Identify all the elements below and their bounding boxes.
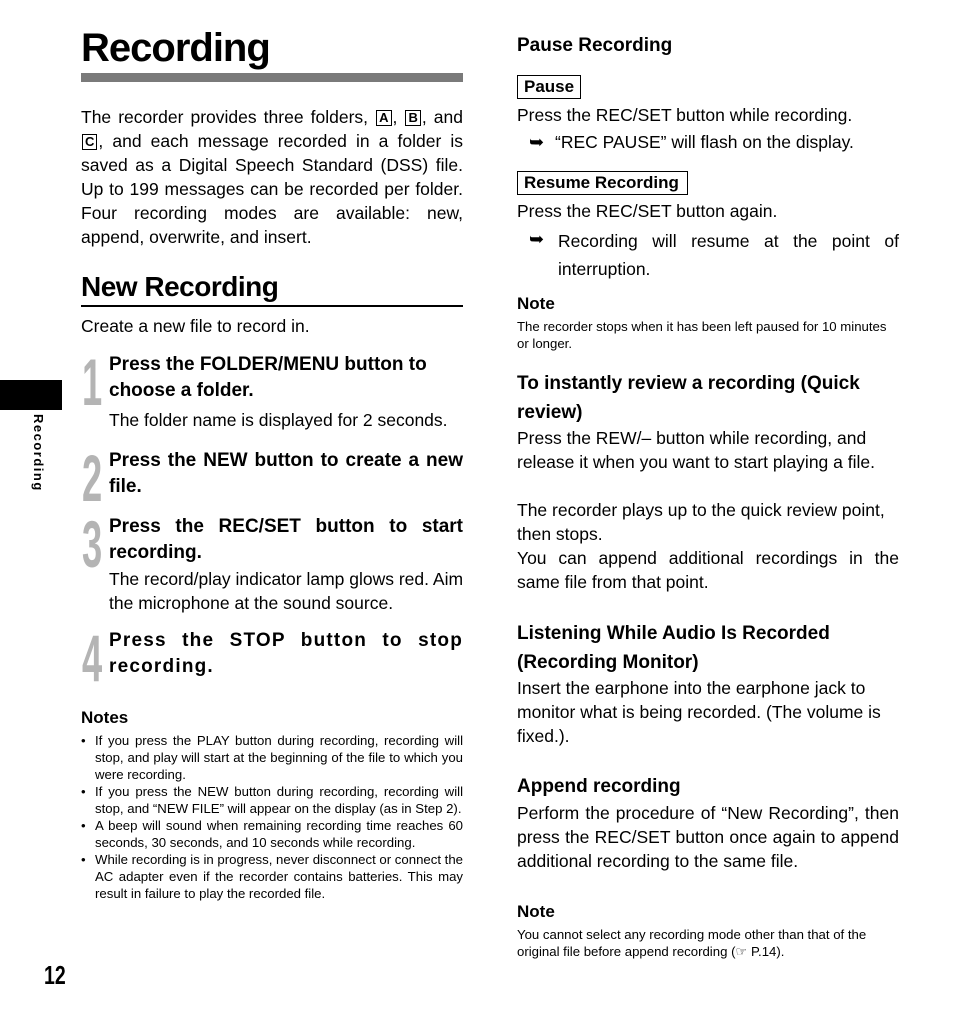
list-item: • If you press the PLAY button during recording, recording will stop, and play will start at the beginning of the file to which you were recording.	[81, 732, 463, 783]
list-item: • If you press the NEW button during recording, recording will stop, and “NEW FILE” will appear on the display (as in Step 2).	[81, 783, 463, 817]
append-heading: Append recording	[517, 776, 681, 797]
chapter-tab	[0, 380, 62, 410]
step-1-detail: The folder name is displayed for 2 seconds.	[109, 410, 448, 430]
notes-list	[81, 732, 463, 902]
folder-b-label: B	[405, 110, 420, 126]
append-note-heading: Note	[517, 902, 555, 921]
step-2-title: Press the NEW button to create a new file.	[109, 450, 463, 497]
heading-rule	[81, 305, 463, 307]
page-title: Recording	[81, 26, 270, 70]
pause-label-box: Pause	[517, 75, 581, 99]
step-3-detail: The record/play indicator lamp glows red. Aim the microphone at the sound source.	[109, 569, 464, 613]
pause-note-heading: Note	[517, 294, 555, 313]
title-underline	[81, 73, 463, 82]
step-1-number: 1	[82, 345, 103, 419]
step-3-title: Press the REC/SET button to start recording.	[109, 516, 463, 563]
step-1-title: Press the FOLDER/MENU button to choose a folder.	[109, 354, 427, 401]
pause-result: ➥ “REC PAUSE” will flash on the display.	[529, 132, 854, 152]
pause-note-text: The recorder stops when it has been left paused for 10 minutes or longer.	[517, 319, 887, 351]
page-number: 12	[44, 960, 66, 990]
list-item: • A beep will sound when remaining recording time reaches 60 seconds, 30 seconds, and 10 seconds while recording.	[81, 817, 463, 851]
folder-a-label: A	[376, 110, 391, 126]
step-4-title: Press the STOP button to stop recording.	[109, 630, 463, 677]
arrow-right-icon: ➥	[529, 229, 545, 249]
chapter-tab-label: Recording	[31, 414, 46, 492]
resume-result: Recording will resume at the point of interruption.	[558, 231, 899, 279]
quick-review-heading: To instantly review a recording (Quick review)	[517, 373, 860, 423]
step-3-number: 3	[82, 507, 103, 581]
new-recording-desc: Create a new file to record in.	[81, 316, 310, 336]
step-4-number: 4	[82, 621, 103, 695]
quick-review-text-3: You can append additional recordings in the same file from that point.	[517, 548, 899, 592]
pause-recording-heading: Pause Recording	[517, 35, 673, 56]
resume-label-box: Resume Recording	[517, 171, 688, 195]
folder-c-label: C	[82, 134, 97, 150]
pause-instruction: Press the REC/SET button while recording.	[517, 105, 853, 125]
resume-instruction: Press the REC/SET button again.	[517, 201, 778, 221]
notes-heading: Notes	[81, 708, 129, 727]
append-note-text: You cannot select any recording mode other than that of the original file before append recording (☞ P.14).	[517, 927, 867, 959]
monitor-text: Insert the earphone into the earphone jack to monitor what is being recorded. (The volume is fixed.).	[517, 678, 881, 746]
quick-review-text-2: The recorder plays up to the quick review point, then stops.	[517, 500, 885, 544]
append-text: Perform the procedure of “New Recording”, then press the REC/SET button once again to append additional recording to the same file.	[517, 803, 899, 871]
list-item: • While recording is in progress, never disconnect or connect the AC adapter even if the recorder contains batteries. This may result in failure to play the recorded file.	[81, 851, 463, 902]
step-2-number: 2	[82, 441, 103, 515]
monitor-heading: Listening While Audio Is Recorded (Recording Monitor)	[517, 623, 830, 673]
quick-review-text: Press the REW/– button while recording, and release it when you want to start playing a file.	[517, 428, 875, 472]
new-recording-heading: New Recording	[81, 271, 279, 302]
intro-paragraph: The recorder provides three folders, A , B , and C , and each message recorded in a folder is saved as a Digital Speech Standard (DSS) file. Up to 199 messages can be recorded per folder. Four recording modes are available: new, append, overwrite, and insert.	[81, 107, 463, 247]
arrow-right-icon: ➥	[529, 132, 545, 152]
